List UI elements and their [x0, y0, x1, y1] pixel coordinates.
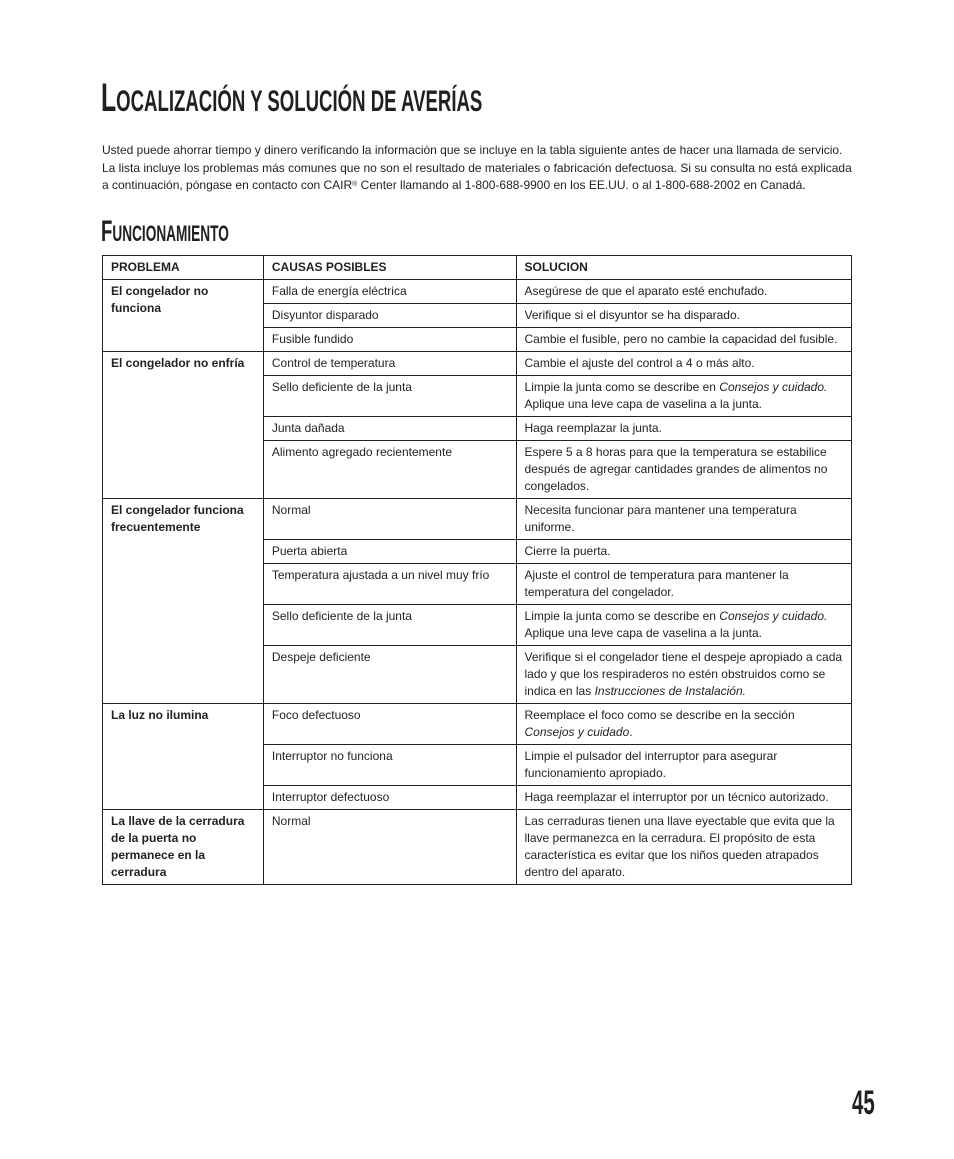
solution-text: Limpie la junta como se describe en — [524, 609, 720, 623]
section-title-rest: UNCIONAMIENTO — [112, 221, 229, 246]
solution-text: Aplique una leve capa de vaselina a la junta. — [524, 397, 763, 411]
cause-cell: Disyuntor disparado — [263, 304, 516, 328]
cause-cell: Temperatura ajustada a un nivel muy frío — [263, 564, 516, 605]
intro-text-end: Center llamando al 1-800-688-9900 en los EE.UU. o al 1-800-688-2002 en Canadá. — [357, 178, 806, 192]
solution-cell: Limpie el pulsador del interruptor para asegurar funcionamiento apropiado. — [516, 745, 851, 786]
table-row — [103, 280, 852, 304]
solution-cell: Cambie el fusible, pero no cambie la capacidad del fusible. — [516, 328, 851, 352]
solution-text: . — [629, 725, 633, 739]
header-problem: PROBLEMA — [103, 256, 264, 280]
solution-text: Verifique si el congelador tiene el despeje apropiado a cada lado y que los respiraderos no estén obstruidos como se indica en las — [524, 650, 843, 698]
section-title — [101, 214, 229, 252]
solution-cell: Necesita funcionar para mantener una temperatura uniforme. — [516, 499, 851, 540]
section-title-initial: F — [101, 215, 113, 248]
solution-reference: Consejos y cuidado. — [719, 380, 828, 394]
troubleshooting-table — [102, 255, 852, 885]
cause-cell: Control de temperatura — [263, 352, 516, 376]
solution-cell: Asegúrese de que el aparato esté enchufado. — [516, 280, 851, 304]
page-title-initial: L — [101, 76, 117, 120]
solution-cell: Haga reemplazar la junta. — [516, 417, 851, 441]
cause-cell: Alimento agregado recientemente — [263, 441, 516, 499]
solution-cell: Cambie el ajuste del control a 4 o más alto. — [516, 352, 851, 376]
cause-cell: Interruptor no funciona — [263, 745, 516, 786]
cause-cell: Despeje deficiente — [263, 646, 516, 704]
problem-cell: El congelador funciona frecuentemente — [103, 499, 264, 704]
solution-reference: Instrucciones de Instalación. — [594, 684, 746, 698]
solution-cell — [516, 376, 851, 417]
registered-mark: ® — [352, 181, 358, 188]
intro-paragraph — [102, 142, 857, 195]
solution-text: Aplique una leve capa de vaselina a la junta. — [524, 626, 763, 640]
cause-cell: Foco defectuoso — [263, 704, 516, 745]
solution-cell — [516, 605, 851, 646]
solution-cell: Haga reemplazar el interruptor por un técnico autorizado. — [516, 786, 851, 810]
cause-cell: Sello deficiente de la junta — [263, 605, 516, 646]
solution-reference: Consejos y cuidado. — [719, 609, 828, 623]
page-title-rest: OCALIZACIÓN Y SOLUCIÓN DE AVERÍAS — [116, 85, 483, 118]
cause-cell: Junta dañada — [263, 417, 516, 441]
cause-cell: Interruptor defectuoso — [263, 786, 516, 810]
problem-cell: La luz no ilumina — [103, 704, 264, 810]
solution-reference: Consejos y cuidado — [524, 725, 630, 739]
table-row — [103, 352, 852, 376]
table-row — [103, 704, 852, 745]
header-causes: CAUSAS POSIBLES — [263, 256, 516, 280]
solution-cell: Cierre la puerta. — [516, 540, 851, 564]
cause-cell: Normal — [263, 499, 516, 540]
page-number: 45 — [852, 1084, 875, 1122]
cause-cell: Normal — [263, 810, 516, 885]
header-solution: SOLUCION — [516, 256, 851, 280]
solution-text: Reemplace el foco como se describe en la sección — [524, 708, 795, 722]
solution-cell — [516, 704, 851, 745]
table-row — [103, 499, 852, 540]
table-row — [103, 810, 852, 885]
problem-cell: La llave de la cerradura de la puerta no permanece en la cerradura — [103, 810, 264, 885]
cause-cell: Falla de energía eléctrica — [263, 280, 516, 304]
cause-cell: Fusible fundido — [263, 328, 516, 352]
problem-cell: El congelador no enfría — [103, 352, 264, 499]
solution-cell: Las cerraduras tienen una llave eyectable que evita que la llave permanezca en la cerradura. El propósito de esta característica es evitar que los niños queden atrapados dentro del aparato. — [516, 810, 851, 885]
page-title — [101, 74, 482, 126]
solution-cell: Ajuste el control de temperatura para mantener la temperatura del congelador. — [516, 564, 851, 605]
intro-text: Usted puede ahorrar tiempo y dinero verificando la información que se incluye en la tabla siguiente antes de hacer una llamada de servicio. La lista incluye los problemas más comunes que no son el resultado de materiales o fabricación defectuosa. Si su consulta no está explicada a continuación, póngase en contacto con CAIR — [102, 143, 852, 192]
cause-cell: Puerta abierta — [263, 540, 516, 564]
table-header-row — [103, 256, 852, 280]
cause-cell: Sello deficiente de la junta — [263, 376, 516, 417]
solution-cell: Espere 5 a 8 horas para que la temperatura se estabilice después de agregar cantidades grandes de alimentos no congelados. — [516, 441, 851, 499]
solution-cell: Verifique si el disyuntor se ha disparado. — [516, 304, 851, 328]
solution-text: Limpie la junta como se describe en — [524, 380, 720, 394]
problem-cell: El congelador no funciona — [103, 280, 264, 352]
solution-cell — [516, 646, 851, 704]
